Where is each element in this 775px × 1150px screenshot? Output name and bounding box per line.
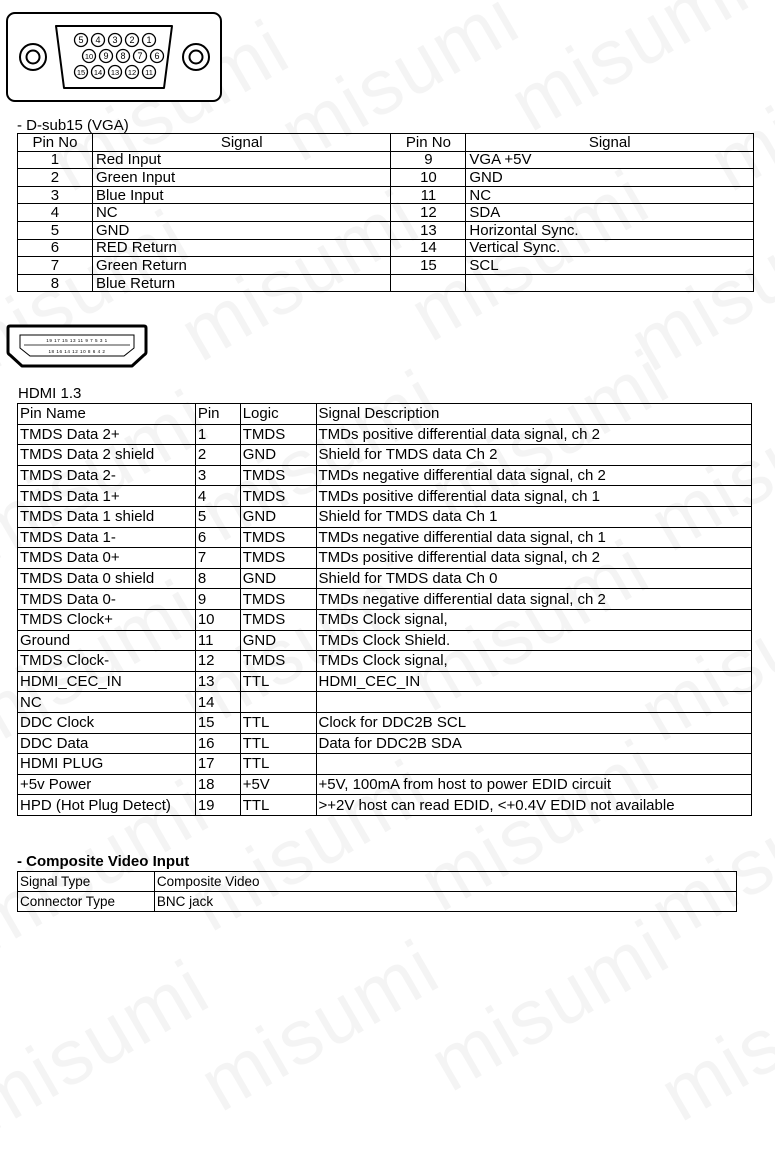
vga-pin-label: 3	[112, 35, 118, 46]
table-cell: 8	[195, 568, 240, 589]
table-row	[18, 274, 754, 292]
table-cell: TMDS	[240, 424, 316, 445]
table-cell: TMDS Data 2 shield	[18, 445, 196, 466]
table-row	[18, 712, 752, 733]
vga-pin-label: 2	[129, 35, 135, 46]
table-cell: TMDS	[240, 651, 316, 672]
header-signal: Signal	[466, 134, 754, 152]
table-row	[18, 795, 752, 816]
table-row	[18, 609, 752, 630]
table-cell: DDC Clock	[18, 712, 196, 733]
table-cell: 7	[195, 548, 240, 569]
table-cell: >+2V host can read EDID, <+0.4V EDID not available	[316, 795, 752, 816]
table-cell: TMDS Data 1-	[18, 527, 196, 548]
table-cell: Red Input	[92, 151, 391, 169]
vga-pin-label: 9	[103, 51, 109, 62]
table-cell: Connector Type	[18, 892, 155, 912]
vga-pin-label: 14	[93, 68, 103, 78]
table-cell: NC	[466, 186, 754, 204]
table-row	[18, 589, 752, 610]
table-cell: Green Return	[92, 257, 391, 275]
hdmi-pin-labels-bottom: 18 16 14 12 10 8 6 4 2	[48, 349, 106, 354]
vga-pin-label: 10	[84, 52, 94, 62]
table-row	[18, 257, 754, 275]
table-cell: 12	[391, 204, 466, 222]
table-cell: TMDS Data 2-	[18, 465, 196, 486]
table-cell: Horizontal Sync.	[466, 221, 754, 239]
table-row	[18, 774, 752, 795]
table-row	[18, 465, 752, 486]
table-cell: Signal Type	[18, 872, 155, 892]
table-cell: GND	[240, 445, 316, 466]
table-cell: Shield for TMDS data Ch 2	[316, 445, 752, 466]
table-cell: Composite Video	[154, 872, 736, 892]
vga-pin-label: 11	[145, 68, 153, 78]
table-cell: GND	[92, 221, 391, 239]
table-cell	[466, 274, 754, 292]
vga-pinout-table	[17, 133, 754, 292]
table-cell: TMDS Clock-	[18, 651, 196, 672]
table-cell: 19	[195, 795, 240, 816]
table-row	[18, 151, 754, 169]
table-cell: SCL	[466, 257, 754, 275]
hdmi-pin-labels-top: 19 17 15 13 11 9 7 5 3 1	[46, 338, 108, 343]
table-cell: BNC jack	[154, 892, 736, 912]
table-row	[18, 568, 752, 589]
table-row	[18, 169, 754, 187]
table-cell: 15	[391, 257, 466, 275]
table-cell: 11	[195, 630, 240, 651]
table-cell: 3	[18, 186, 93, 204]
table-header-row	[18, 134, 754, 152]
table-cell: TTL	[240, 795, 316, 816]
table-cell: TMDs positive differential data signal, ch 2	[316, 424, 752, 445]
table-cell: 14	[391, 239, 466, 257]
table-cell: TMDs positive differential data signal, ch 2	[316, 548, 752, 569]
table-row	[18, 186, 754, 204]
table-cell: GND	[240, 568, 316, 589]
table-cell: TMDS	[240, 465, 316, 486]
table-cell: 6	[195, 527, 240, 548]
table-cell	[316, 692, 752, 713]
table-header-row	[18, 404, 752, 425]
vga-pin-label: 13	[110, 68, 120, 78]
table-cell: TMDS Data 2+	[18, 424, 196, 445]
table-row	[18, 630, 752, 651]
table-cell: TMDS	[240, 486, 316, 507]
table-cell: 11	[391, 186, 466, 204]
header-pin-name: Pin Name	[18, 404, 196, 425]
table-cell: Vertical Sync.	[466, 239, 754, 257]
vga-pin-label: 1	[146, 35, 152, 46]
watermark-text	[495, 0, 765, 150]
table-cell: TMDs Clock signal,	[316, 609, 752, 630]
table-cell: Green Input	[92, 169, 391, 187]
vga-pin-label: 12	[127, 68, 137, 78]
table-cell: 4	[18, 204, 93, 222]
vga-pin-label: 6	[154, 51, 160, 62]
table-cell: HDMI_CEC_IN	[18, 671, 196, 692]
table-cell: Shield for TMDS data Ch 1	[316, 506, 752, 527]
table-row	[18, 527, 752, 548]
table-cell: 9	[195, 589, 240, 610]
watermark-text	[185, 921, 455, 1129]
table-cell: +5V	[240, 774, 316, 795]
table-cell: GND	[466, 169, 754, 187]
table-cell: GND	[240, 506, 316, 527]
table-cell: NC	[92, 204, 391, 222]
table-row	[18, 754, 752, 775]
table-cell: Blue Input	[92, 186, 391, 204]
table-cell: TTL	[240, 671, 316, 692]
composite-section-title: - Composite Video Input	[17, 853, 190, 870]
table-cell: TMDs negative differential data signal, ch 1	[316, 527, 752, 548]
table-cell: 18	[195, 774, 240, 795]
table-cell: 3	[195, 465, 240, 486]
table-cell: DDC Data	[18, 733, 196, 754]
composite-video-table	[17, 871, 737, 912]
table-row	[18, 548, 752, 569]
table-cell	[316, 754, 752, 775]
vga-pin-label: 5	[78, 35, 84, 46]
header-pin: Pin	[195, 404, 240, 425]
table-row	[18, 671, 752, 692]
table-cell: TMDS Data 0-	[18, 589, 196, 610]
table-cell: TMDS Data 0 shield	[18, 568, 196, 589]
table-cell: TMDS Data 1 shield	[18, 506, 196, 527]
table-cell: TMDS	[240, 609, 316, 630]
header-signal-description: Signal Description	[316, 404, 752, 425]
table-cell: Data for DDC2B SDA	[316, 733, 752, 754]
table-row	[18, 221, 754, 239]
table-cell: 1	[195, 424, 240, 445]
hdmi-section-title: HDMI 1.3	[18, 385, 82, 402]
table-cell: NC	[18, 692, 196, 713]
table-cell: 15	[195, 712, 240, 733]
vga-pin-label: 8	[120, 51, 126, 62]
table-cell	[240, 692, 316, 713]
watermark-text	[645, 931, 775, 1139]
table-row	[18, 239, 754, 257]
table-cell: 16	[195, 733, 240, 754]
table-cell: TMDS	[240, 527, 316, 548]
hdmi-pinout-table	[17, 403, 752, 816]
table-cell: TMDS	[240, 589, 316, 610]
table-cell: Blue Return	[92, 274, 391, 292]
header-logic: Logic	[240, 404, 316, 425]
table-row	[18, 486, 752, 507]
vga-pin-label: 7	[137, 51, 143, 62]
table-row	[18, 506, 752, 527]
table-cell: 10	[391, 169, 466, 187]
table-cell: TMDS Clock+	[18, 609, 196, 630]
table-row	[18, 651, 752, 672]
table-cell: TMDS Data 0+	[18, 548, 196, 569]
vga-connector-diagram	[6, 12, 222, 102]
table-cell: TTL	[240, 754, 316, 775]
table-cell: SDA	[466, 204, 754, 222]
table-cell: HDMI PLUG	[18, 754, 196, 775]
vga-section-title: - D-sub15 (VGA)	[17, 117, 129, 134]
header-pin-no: Pin No	[391, 134, 466, 152]
table-cell: +5v Power	[18, 774, 196, 795]
table-cell	[391, 274, 466, 292]
table-cell: 2	[195, 445, 240, 466]
table-cell: 13	[195, 671, 240, 692]
header-signal: Signal	[92, 134, 391, 152]
table-cell: HDMI_CEC_IN	[316, 671, 752, 692]
table-cell: TMDS Data 1+	[18, 486, 196, 507]
table-cell: 12	[195, 651, 240, 672]
table-cell: TMDs negative differential data signal, ch 2	[316, 589, 752, 610]
table-row	[18, 872, 737, 892]
table-cell: Clock for DDC2B SCL	[316, 712, 752, 733]
table-row	[18, 733, 752, 754]
vga-pin-label: 4	[95, 35, 101, 46]
table-cell: TMDs negative differential data signal, ch 2	[316, 465, 752, 486]
vga-pin-label: 15	[76, 68, 86, 78]
table-cell: 9	[391, 151, 466, 169]
table-cell: VGA +5V	[466, 151, 754, 169]
table-row	[18, 204, 754, 222]
table-cell: 1	[18, 151, 93, 169]
table-cell: TTL	[240, 712, 316, 733]
table-row	[18, 424, 752, 445]
table-cell: 5	[18, 221, 93, 239]
table-row	[18, 692, 752, 713]
table-cell: 14	[195, 692, 240, 713]
table-row	[18, 892, 737, 912]
table-cell: 2	[18, 169, 93, 187]
table-cell: TMDS	[240, 548, 316, 569]
table-cell: Shield for TMDS data Ch 0	[316, 568, 752, 589]
hdmi-connector-diagram	[6, 324, 148, 368]
table-cell: 17	[195, 754, 240, 775]
header-pin-no: Pin No	[18, 134, 93, 152]
table-cell: RED Return	[92, 239, 391, 257]
table-cell: GND	[240, 630, 316, 651]
table-cell: TTL	[240, 733, 316, 754]
table-cell: 7	[18, 257, 93, 275]
table-cell: +5V, 100mA from host to power EDID circuit	[316, 774, 752, 795]
table-cell: 5	[195, 506, 240, 527]
table-cell: TMDs Clock signal,	[316, 651, 752, 672]
table-cell: HPD (Hot Plug Detect)	[18, 795, 196, 816]
table-cell: 10	[195, 609, 240, 630]
watermark-text	[0, 941, 224, 1149]
table-cell: 13	[391, 221, 466, 239]
table-row	[18, 445, 752, 466]
table-cell: 6	[18, 239, 93, 257]
table-cell: TMDs Clock Shield.	[316, 630, 752, 651]
table-cell: 8	[18, 274, 93, 292]
table-cell: 4	[195, 486, 240, 507]
table-cell: TMDs positive differential data signal, ch 1	[316, 486, 752, 507]
watermark-text	[415, 901, 685, 1109]
table-cell: Ground	[18, 630, 196, 651]
